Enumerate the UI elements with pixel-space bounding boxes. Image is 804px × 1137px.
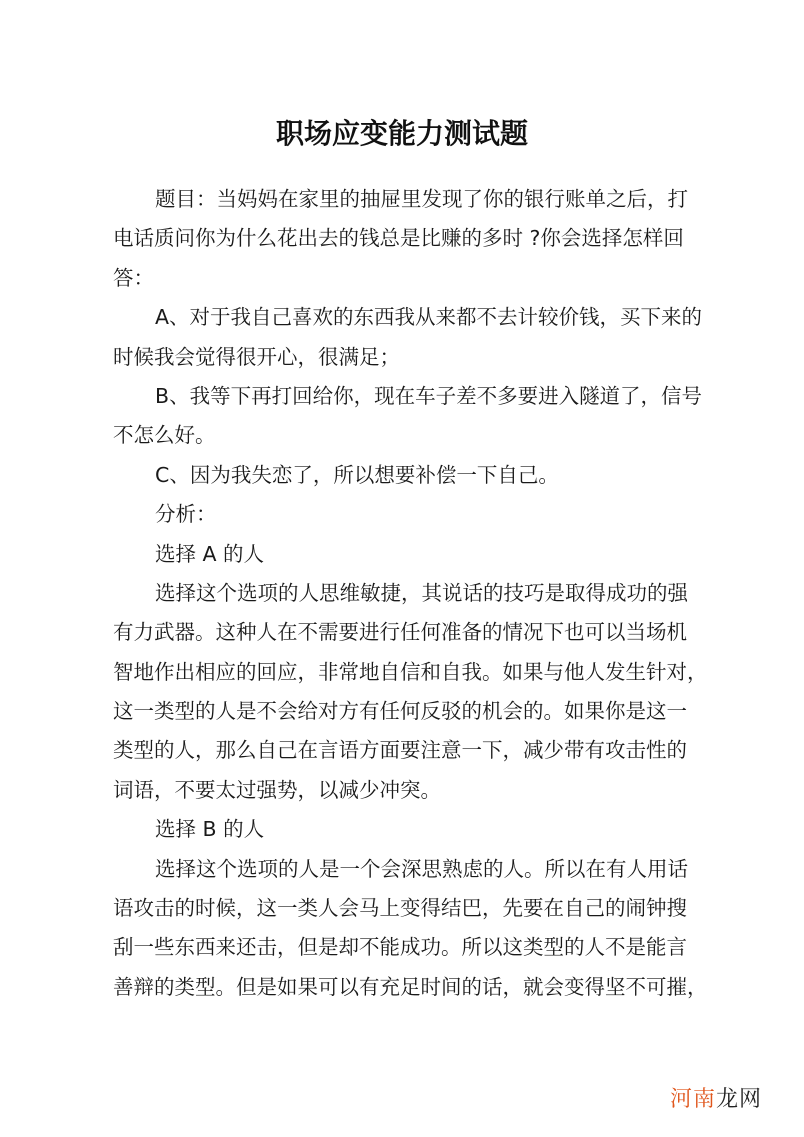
text-line: B、我等下再打回给你，现在车子差不多要进入隧道了，信号 xyxy=(155,383,703,408)
watermark-part1: 河南 xyxy=(669,1087,716,1112)
text-line: 题目：当妈妈在家里的抽屉里发现了你的银行账单之后，打 xyxy=(155,187,688,211)
text-line: 智地作出相应的回应，非常地自信和自我。如果与他人发生针对， xyxy=(113,659,708,684)
text-line: 答： xyxy=(113,265,154,290)
text-line: 选择 A 的人 xyxy=(155,541,265,566)
text-line: 刮一些东西来还击，但是却不能成功。所以这类型的人不是能言 xyxy=(113,935,687,960)
watermark-part2: 龙网 xyxy=(715,1087,762,1112)
text-line: A、对于我自己喜欢的东西我从来都不去计较价钱，买下来的 xyxy=(155,305,703,330)
watermark-logo xyxy=(670,1082,762,1113)
text-line: 词语，不要太过强势，以减少冲突。 xyxy=(113,777,441,802)
text-line: 有力武器。这种人在不需要进行任何准备的情况下也可以当场机 xyxy=(113,620,687,645)
text-line: 选择这个选项的人思维敏捷，其说话的技巧是取得成功的强 xyxy=(155,580,688,605)
text-line: 时候我会觉得很开心，很满足； xyxy=(113,344,400,369)
text-line: 选择这个选项的人是一个会深思熟虑的人。所以在有人用话 xyxy=(155,856,688,881)
text-line: 语攻击的时候，这一类人会马上变得结巴，先要在自己的闹钟搜 xyxy=(113,896,687,921)
text-line: 类型的人，那么自己在言语方面要注意一下，减少带有攻击性的 xyxy=(113,738,687,763)
text-line: C、因为我失恋了，所以想要补偿一下自己。 xyxy=(155,462,559,487)
text-line: 分析： xyxy=(155,502,217,527)
document-title: 职场应变能力测试题 xyxy=(275,117,528,150)
text-line: 不怎么好。 xyxy=(113,423,216,448)
document-body xyxy=(113,180,708,1007)
text-line: 选择 B 的人 xyxy=(155,817,265,842)
text-line: 这一类型的人是不会给对方有任何反驳的机会的。如果你是这一 xyxy=(113,699,687,724)
text-line: 电话质问你为什么花出去的钱总是比赚的多时 ?你会选择怎样回 xyxy=(113,226,684,251)
text-line: 善辩的类型。但是如果可以有充足时间的话，就会变得坚不可摧， xyxy=(113,974,708,999)
